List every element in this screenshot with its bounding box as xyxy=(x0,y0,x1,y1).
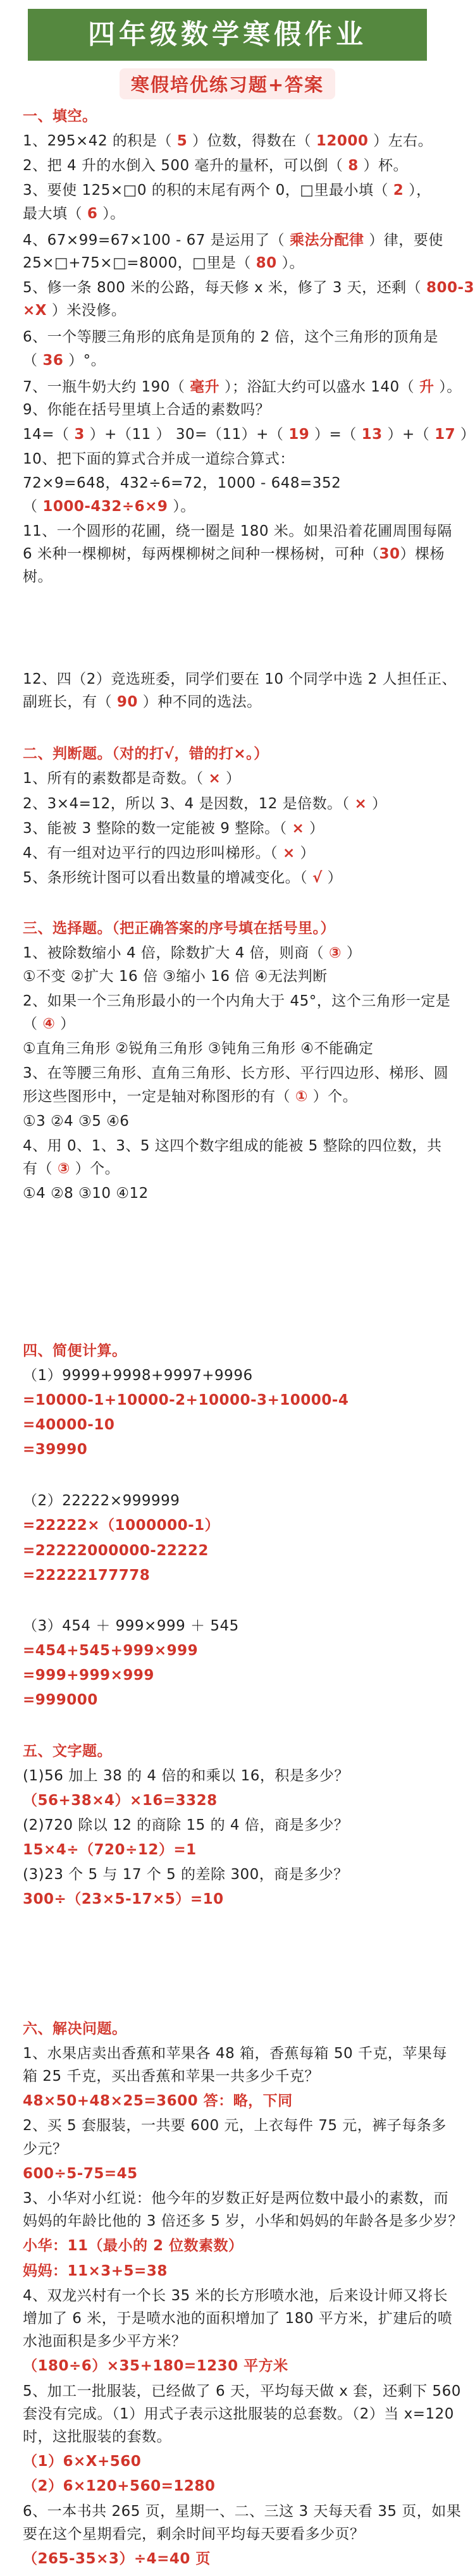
text-line xyxy=(23,2549,440,2569)
question-text: 要在这个星期看完，剩余时间平均每天要看多少页？ xyxy=(23,2525,365,2542)
text-line xyxy=(23,2188,449,2209)
text-line xyxy=(23,544,445,564)
question-text: 6、一本书共 265 页，星期一、二、三这 3 天每天看 35 页，如果 xyxy=(23,2503,462,2520)
question-text: ） xyxy=(322,869,343,886)
answer-text: 3 xyxy=(74,426,85,443)
text-line xyxy=(23,1439,440,1460)
text-line xyxy=(23,1641,440,1661)
text-line xyxy=(23,230,443,250)
answer-text: =22222000000-22222 xyxy=(23,1542,209,1559)
section-heading: 六、解决问题。 xyxy=(23,2020,127,2037)
text-line xyxy=(23,2451,440,2472)
answer-text: 600÷5-75=45 xyxy=(23,2165,138,2182)
question-text: 妈妈的年龄比他的 3 倍还多 5 岁，小华和妈妈的年龄各是多少岁？ xyxy=(23,2213,464,2230)
text-line xyxy=(23,966,440,987)
answer-text: 90 xyxy=(116,694,138,711)
question-text: 14=（ xyxy=(23,426,75,443)
answer-text: （265-35×3）÷4=40 页 xyxy=(23,2551,211,2567)
text-line xyxy=(23,2066,440,2086)
question-text: ）律，要使 xyxy=(364,231,443,249)
text-line xyxy=(23,1063,449,1083)
question-text: (1)56 加上 38 的 4 倍的和乘以 16，积是多少？ xyxy=(23,1767,349,1784)
answer-text: ① xyxy=(295,1088,308,1105)
text-line xyxy=(23,300,440,321)
question-text: ）棵杨 xyxy=(400,546,445,563)
question-text: ）°。 xyxy=(63,352,106,369)
text-line xyxy=(23,2043,447,2064)
text-line xyxy=(23,2236,440,2256)
answer-text: 15×4÷（720÷12）=1 xyxy=(23,1842,197,1859)
answer-text: ③ xyxy=(57,1161,70,1178)
answer-text: =40000-10 xyxy=(23,1416,115,1433)
answer-text: =999000 xyxy=(23,1692,98,1709)
text-line xyxy=(23,669,457,689)
text-line xyxy=(23,1515,440,1536)
text-line xyxy=(23,744,440,764)
answer-text: 妈妈：11×3+5=38 xyxy=(23,2262,168,2279)
text-line xyxy=(23,2261,440,2281)
question-text: 4、有一组对边平行的四边形叫梯形。（ xyxy=(23,844,283,861)
question-text: 副班长，有（ xyxy=(23,694,117,711)
text-line xyxy=(23,2211,464,2231)
question-text: ）。 xyxy=(168,498,195,515)
answer-text: 2 xyxy=(393,182,404,199)
text-line xyxy=(23,1840,440,1860)
question-text: ①3 ②4 ③5 ④6 xyxy=(23,1112,130,1130)
question-text: (3)23 个 5 与 17 个 5 的差除 300，商是多少？ xyxy=(23,1866,349,1883)
text-line xyxy=(23,204,440,224)
answer-text: 5 xyxy=(176,133,188,150)
answer-text: × xyxy=(208,770,221,787)
text-line xyxy=(23,473,440,493)
text-line xyxy=(23,521,452,541)
question-text: （1）9999+9998+9997+9996 xyxy=(23,1367,253,1384)
question-text: 5、条形统计图可以看出数量的增减变化。（ xyxy=(23,869,312,886)
text-line xyxy=(23,131,440,151)
text-line xyxy=(23,1136,440,1156)
answer-text: （180÷6）×35+180=1230 平方米 xyxy=(23,2358,288,2375)
text-line xyxy=(23,1741,440,1761)
text-line xyxy=(23,868,440,888)
answer-text: 8 xyxy=(348,157,359,175)
answer-text: =22222×（1000000-1） xyxy=(23,1517,220,1534)
question-text: （ xyxy=(23,498,43,515)
question-text: 时，这批服装的套数。 xyxy=(23,2429,171,2446)
question-text: ） xyxy=(367,795,387,812)
question-text: 水池面积是多少平方米？ xyxy=(23,2333,187,2350)
question-text: （2）22222×999999 xyxy=(23,1493,180,1510)
answer-text: ×X xyxy=(23,302,47,319)
question-text: （ xyxy=(23,352,43,369)
text-line xyxy=(23,1390,440,1410)
section-heading: 一、填空。 xyxy=(23,108,97,125)
question-text: （3）454 ＋ 999×999 ＋ 545 xyxy=(23,1617,239,1634)
text-line xyxy=(23,400,440,420)
question-text: ）个。 xyxy=(307,1088,358,1105)
answer-text: 80 xyxy=(256,255,277,271)
question-text: ） xyxy=(455,426,475,443)
text-line xyxy=(23,2524,440,2544)
question-text: 4、67×99=67×100 - 67 是运用了（ xyxy=(23,231,290,249)
text-line xyxy=(23,1766,440,1786)
question-text: 25×□+75×□=8000，□里是（ xyxy=(23,255,256,271)
question-text: 2、把 4 升的水倒入 500 毫升的量杯，可以倒（ xyxy=(23,157,349,175)
answer-text: 13 xyxy=(361,426,383,443)
question-text: ）+（11 ） 30=（11）+（ xyxy=(84,426,289,443)
question-text: 5、修一条 800 米的公路，每天修 x 米，修了 3 天，还剩（ xyxy=(23,280,426,297)
question-text: 72×9=648，432÷6=72，1000 - 648=352 xyxy=(23,474,342,491)
answer-text: （56+38×4）×16=3328 xyxy=(23,1792,218,1809)
text-line xyxy=(23,1790,440,1811)
question-text: ） xyxy=(341,945,362,962)
text-line xyxy=(23,2139,440,2159)
answer-text: 小华：11（最小的 2 位数素数） xyxy=(23,2238,244,2255)
subtitle-text: 寒假培优练习题+答案 xyxy=(120,68,335,99)
text-line xyxy=(23,991,451,1011)
question-text: 12、四（2）竞选班委，同学们要在 10 个同学中选 2 人担任正、 xyxy=(23,670,457,687)
question-text: ） xyxy=(55,1016,75,1032)
question-text: ①不变 ②扩大 16 倍 ③缩小 16 倍 ④无法判断 xyxy=(23,968,328,985)
text-line xyxy=(23,350,440,371)
section-heading: 二、判断题。（对的打√，错的打×。） xyxy=(23,746,269,763)
answer-text: 300÷（23×5-17×5）=10 xyxy=(23,1891,224,1908)
answer-text: =454+545+999×999 xyxy=(23,1642,199,1660)
question-text: ）个。 xyxy=(70,1161,120,1178)
text-line xyxy=(23,156,440,176)
question-text: 1、水果店卖出香蕉和苹果各 48 箱，香蕉每箱 50 千克，苹果每 xyxy=(23,2045,447,2062)
text-line xyxy=(23,1541,440,1561)
text-line xyxy=(23,1491,440,1511)
text-line xyxy=(23,1087,440,1107)
question-text: 5、加工一批服装，已经做了 6 天，平均每天做 x 套，还剩下 560 xyxy=(23,2382,461,2400)
answer-text: 升 xyxy=(419,378,435,395)
question-text: ）杯。 xyxy=(358,157,409,175)
answer-text: =10000-1+10000-2+10000-3+10000-4 xyxy=(23,1391,349,1408)
question-text: 少元？ xyxy=(23,2140,68,2157)
answer-text: 36 xyxy=(42,352,64,369)
answer-text: 6 xyxy=(87,205,98,222)
answer-text: 12000 xyxy=(316,133,369,150)
question-text: ）；浴缸大约可以盛水 140（ xyxy=(219,378,419,395)
text-line xyxy=(23,327,440,347)
text-line xyxy=(23,1565,440,1586)
text-line xyxy=(23,2164,440,2184)
text-line xyxy=(23,424,475,445)
text-line xyxy=(23,1038,440,1059)
answer-text: 800-3 xyxy=(426,280,475,297)
question-text: 3、能被 3 整除的数一定能被 9 整除。（ xyxy=(23,820,292,837)
question-text: ） xyxy=(221,770,241,787)
question-text: ）种不同的选法。 xyxy=(137,694,262,711)
text-line xyxy=(23,1616,440,1636)
text-line xyxy=(23,2331,440,2351)
answer-text: =39990 xyxy=(23,1441,88,1458)
question-text: 4、双龙兴村有一个长 35 米的长方形喷水池，后来设计师又将长 xyxy=(23,2287,448,2304)
question-text: 树。 xyxy=(23,569,52,586)
text-line xyxy=(23,377,462,397)
question-text: ）左右。 xyxy=(368,133,433,150)
text-line xyxy=(23,818,440,839)
question-text: 6、一个等腰三角形的底角是顶角的 2 倍，这个三角形的顶角是 xyxy=(23,329,438,346)
answer-text: √ xyxy=(312,869,323,886)
answer-text: （1）6×X+560 xyxy=(23,2453,142,2470)
question-text: 最大填（ xyxy=(23,205,87,222)
section-heading: 五、文字题。 xyxy=(23,1742,112,1759)
question-text: 11、一个圆形的花圃，绕一圈是 180 米。如果沿着花圃周围每隔 xyxy=(23,522,452,539)
text-line xyxy=(23,567,440,587)
text-line xyxy=(23,2308,453,2329)
question-text: 增加了 6 米，于是喷水池的面积增加了 180 平方米，扩建后的喷 xyxy=(23,2310,453,2327)
question-text: ）， xyxy=(404,182,431,199)
text-line xyxy=(23,843,440,863)
answer-text: 1000-432÷6×9 xyxy=(42,498,168,515)
question-text: ）+（ xyxy=(382,426,435,443)
text-line xyxy=(23,1183,440,1204)
text-line xyxy=(23,449,440,469)
question-text: 套没有完成。（1）用式子表示这批服装的总套数。（2）当 x=120 xyxy=(23,2405,454,2422)
text-line xyxy=(23,2286,448,2306)
question-text: 形这些图形中，一定是轴对称图形的有（ xyxy=(23,1088,295,1105)
text-line xyxy=(23,2116,447,2136)
question-text: ①4 ②8 ③10 ④12 xyxy=(23,1185,149,1202)
text-line xyxy=(23,1815,440,1835)
answer-text: （2）6×120+560=1280 xyxy=(23,2478,216,2495)
answer-text: 毫升 xyxy=(190,378,220,395)
question-text: 10、把下面的算式合并成一道综合算式： xyxy=(23,451,295,468)
question-text: 9、你能在括号里填上合适的素数吗？ xyxy=(23,402,271,418)
text-line xyxy=(23,2427,440,2447)
text-line xyxy=(23,943,440,963)
text-line xyxy=(23,2381,461,2401)
question-text: 3、小华对小红说：他今年的岁数正好是两位数中最小的素数，而 xyxy=(23,2190,449,2207)
text-line xyxy=(23,496,440,517)
question-text: ）。 xyxy=(97,205,125,222)
answer-text: 48×50+48×25=3600 答：略，下同 xyxy=(23,2093,293,2110)
text-line xyxy=(23,1864,440,1885)
title-banner: 四年级数学寒假作业 xyxy=(28,9,427,61)
section-heading: 三、选择题。（把正确答案的序号填在括号里。） xyxy=(23,920,335,937)
question-text: 1、295×42 的积是（ xyxy=(23,133,177,150)
question-text: ）=（ xyxy=(309,426,362,443)
text-line xyxy=(23,278,475,298)
question-text: （ xyxy=(23,1016,43,1032)
question-text: 2、如果一个三角形最小的一个内角大于 45°，这个三角形一定是 xyxy=(23,992,451,1009)
question-text: 6 米种一棵柳树，每两棵柳树之间种一棵杨树，可种（ xyxy=(23,546,379,563)
question-text: ） xyxy=(295,844,316,861)
text-line xyxy=(23,1415,440,1435)
question-text: 3、要使 125×□0 的积的末尾有两个 0，□里最小填（ xyxy=(23,182,393,199)
question-text: (2)720 除以 12 的商除 15 的 4 倍，商是多少？ xyxy=(23,1816,349,1833)
question-text: ①直角三角形 ②锐角三角形 ③钝角三角形 ④不能确定 xyxy=(23,1040,374,1057)
answer-text: × xyxy=(282,844,295,861)
text-line xyxy=(23,768,440,789)
subtitle xyxy=(0,68,455,99)
text-line xyxy=(23,2476,440,2496)
answer-text: 30 xyxy=(379,546,400,563)
text-line xyxy=(23,1014,440,1034)
question-text: 7、一瓶牛奶大约 190（ xyxy=(23,378,190,395)
text-line xyxy=(23,1889,440,1909)
question-text: ）。 xyxy=(276,255,304,271)
text-line xyxy=(23,692,440,712)
answer-text: =22222177778 xyxy=(23,1567,151,1584)
answer-text: × xyxy=(354,795,367,812)
text-line xyxy=(23,1365,440,1386)
text-line xyxy=(23,2404,454,2424)
answer-text: =999+999×999 xyxy=(23,1667,154,1684)
text-line xyxy=(23,253,440,273)
text-line xyxy=(23,2091,440,2111)
text-line xyxy=(23,1690,440,1710)
text-line xyxy=(23,180,440,200)
question-text: 4、用 0、1、3、5 这四个数字组成的能被 5 整除的四位数，共 xyxy=(23,1137,442,1154)
text-line xyxy=(23,2501,462,2522)
question-text: 1、被除数缩小 4 倍，除数扩大 4 倍，则商（ xyxy=(23,945,329,962)
text-line xyxy=(23,1111,440,1131)
answer-text: ③ xyxy=(328,945,342,962)
text-line xyxy=(23,918,440,939)
answer-text: ④ xyxy=(42,1016,56,1032)
answer-text: × xyxy=(292,820,305,837)
question-text: 箱 25 千克，买出香蕉和苹果一共多少千克？ xyxy=(23,2068,319,2085)
question-text: ）米没修。 xyxy=(47,302,126,319)
text-line xyxy=(23,1159,440,1179)
text-line xyxy=(23,2356,440,2376)
question-text: ）位数，得数在（ xyxy=(187,133,316,150)
answer-text: 19 xyxy=(288,426,310,443)
question-text: ） xyxy=(304,820,324,837)
text-line xyxy=(23,1341,440,1361)
answer-text: 17 xyxy=(435,426,456,443)
question-text: 1、所有的素数都是奇数。（ xyxy=(23,770,209,787)
question-text: ）。 xyxy=(434,378,462,395)
section-heading: 四、简便计算。 xyxy=(23,1342,127,1359)
question-text: 2、买 5 套服装，一共要 600 元，上衣每件 75 元，裤子每条多 xyxy=(23,2117,447,2135)
question-text: 3、在等腰三角形、直角三角形、长方形、平行四边形、梯形、圆 xyxy=(23,1065,449,1082)
question-text: 2、3×4=12，所以 3、4 是因数，12 是倍数。（ xyxy=(23,795,355,812)
text-line xyxy=(23,1665,440,1685)
text-line xyxy=(23,106,440,126)
question-text: 有（ xyxy=(23,1161,58,1178)
text-line xyxy=(23,794,440,814)
answer-text: 乘法分配律 xyxy=(289,231,364,249)
text-line xyxy=(23,2019,440,2039)
